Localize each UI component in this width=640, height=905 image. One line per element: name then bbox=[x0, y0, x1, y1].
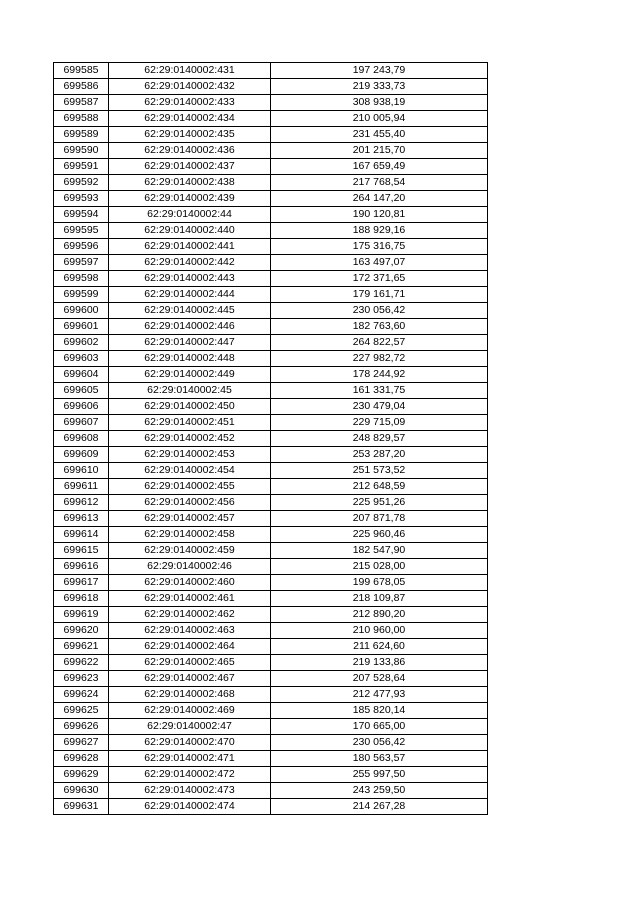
table-row bbox=[54, 335, 488, 351]
cadastral-number-cell: 62:29:0140002:474 bbox=[109, 799, 271, 815]
value-cell: 227 982,72 bbox=[271, 351, 488, 367]
cadastral-number-cell: 62:29:0140002:448 bbox=[109, 351, 271, 367]
cadastral-number-cell: 62:29:0140002:450 bbox=[109, 399, 271, 415]
cadastral-number-cell: 62:29:0140002:456 bbox=[109, 495, 271, 511]
row-number-cell: 699593 bbox=[54, 191, 109, 207]
value-cell: 218 109,87 bbox=[271, 591, 488, 607]
value-cell: 219 133,86 bbox=[271, 655, 488, 671]
cadastral-number-cell: 62:29:0140002:431 bbox=[109, 63, 271, 79]
row-number-cell: 699600 bbox=[54, 303, 109, 319]
row-number-cell: 699615 bbox=[54, 543, 109, 559]
table-row bbox=[54, 207, 488, 223]
cadastral-number-cell: 62:29:0140002:439 bbox=[109, 191, 271, 207]
row-number-cell: 699622 bbox=[54, 655, 109, 671]
row-number-cell: 699630 bbox=[54, 783, 109, 799]
value-cell: 230 479,04 bbox=[271, 399, 488, 415]
value-cell: 185 820,14 bbox=[271, 703, 488, 719]
row-number-cell: 699595 bbox=[54, 223, 109, 239]
cadastral-number-cell: 62:29:0140002:461 bbox=[109, 591, 271, 607]
row-number-cell: 699628 bbox=[54, 751, 109, 767]
row-number-cell: 699620 bbox=[54, 623, 109, 639]
cadastral-number-cell: 62:29:0140002:460 bbox=[109, 575, 271, 591]
table-row bbox=[54, 127, 488, 143]
cadastral-number-cell: 62:29:0140002:433 bbox=[109, 95, 271, 111]
value-cell: 182 547,90 bbox=[271, 543, 488, 559]
row-number-cell: 699606 bbox=[54, 399, 109, 415]
cadastral-number-cell: 62:29:0140002:470 bbox=[109, 735, 271, 751]
table-row bbox=[54, 287, 488, 303]
cadastral-number-cell: 62:29:0140002:434 bbox=[109, 111, 271, 127]
value-cell: 170 665,00 bbox=[271, 719, 488, 735]
table-row bbox=[54, 431, 488, 447]
value-cell: 163 497,07 bbox=[271, 255, 488, 271]
table-row bbox=[54, 415, 488, 431]
cadastral-value-table bbox=[53, 62, 488, 815]
value-cell: 253 287,20 bbox=[271, 447, 488, 463]
row-number-cell: 699590 bbox=[54, 143, 109, 159]
value-cell: 161 331,75 bbox=[271, 383, 488, 399]
cadastral-number-cell: 62:29:0140002:45 bbox=[109, 383, 271, 399]
table-row bbox=[54, 399, 488, 415]
value-cell: 264 822,57 bbox=[271, 335, 488, 351]
value-cell: 207 871,78 bbox=[271, 511, 488, 527]
table-row bbox=[54, 687, 488, 703]
cadastral-number-cell: 62:29:0140002:437 bbox=[109, 159, 271, 175]
table-row bbox=[54, 527, 488, 543]
row-number-cell: 699603 bbox=[54, 351, 109, 367]
cadastral-number-cell: 62:29:0140002:449 bbox=[109, 367, 271, 383]
value-cell: 201 215,70 bbox=[271, 143, 488, 159]
table-row bbox=[54, 351, 488, 367]
value-cell: 180 563,57 bbox=[271, 751, 488, 767]
table-row bbox=[54, 767, 488, 783]
row-number-cell: 699588 bbox=[54, 111, 109, 127]
cadastral-number-cell: 62:29:0140002:435 bbox=[109, 127, 271, 143]
value-cell: 207 528,64 bbox=[271, 671, 488, 687]
table-row bbox=[54, 319, 488, 335]
row-number-cell: 699587 bbox=[54, 95, 109, 111]
table-row bbox=[54, 79, 488, 95]
row-number-cell: 699608 bbox=[54, 431, 109, 447]
cadastral-number-cell: 62:29:0140002:445 bbox=[109, 303, 271, 319]
row-number-cell: 699598 bbox=[54, 271, 109, 287]
cadastral-number-cell: 62:29:0140002:473 bbox=[109, 783, 271, 799]
value-cell: 179 161,71 bbox=[271, 287, 488, 303]
cadastral-number-cell: 62:29:0140002:443 bbox=[109, 271, 271, 287]
row-number-cell: 699613 bbox=[54, 511, 109, 527]
value-cell: 188 929,16 bbox=[271, 223, 488, 239]
row-number-cell: 699610 bbox=[54, 463, 109, 479]
cadastral-number-cell: 62:29:0140002:454 bbox=[109, 463, 271, 479]
table-row bbox=[54, 175, 488, 191]
cadastral-number-cell: 62:29:0140002:432 bbox=[109, 79, 271, 95]
cadastral-number-cell: 62:29:0140002:464 bbox=[109, 639, 271, 655]
cadastral-number-cell: 62:29:0140002:47 bbox=[109, 719, 271, 735]
cadastral-number-cell: 62:29:0140002:457 bbox=[109, 511, 271, 527]
table-row bbox=[54, 671, 488, 687]
table-row bbox=[54, 559, 488, 575]
table-row bbox=[54, 255, 488, 271]
value-cell: 182 763,60 bbox=[271, 319, 488, 335]
value-cell: 211 624,60 bbox=[271, 639, 488, 655]
row-number-cell: 699602 bbox=[54, 335, 109, 351]
table-row bbox=[54, 479, 488, 495]
row-number-cell: 699616 bbox=[54, 559, 109, 575]
value-cell: 225 951,26 bbox=[271, 495, 488, 511]
row-number-cell: 699627 bbox=[54, 735, 109, 751]
table-body bbox=[54, 63, 488, 815]
row-number-cell: 699619 bbox=[54, 607, 109, 623]
value-cell: 190 120,81 bbox=[271, 207, 488, 223]
cadastral-number-cell: 62:29:0140002:441 bbox=[109, 239, 271, 255]
table-row bbox=[54, 463, 488, 479]
value-cell: 172 371,65 bbox=[271, 271, 488, 287]
value-cell: 199 678,05 bbox=[271, 575, 488, 591]
row-number-cell: 699618 bbox=[54, 591, 109, 607]
row-number-cell: 699597 bbox=[54, 255, 109, 271]
cadastral-number-cell: 62:29:0140002:471 bbox=[109, 751, 271, 767]
cadastral-number-cell: 62:29:0140002:472 bbox=[109, 767, 271, 783]
value-cell: 248 829,57 bbox=[271, 431, 488, 447]
table-row bbox=[54, 367, 488, 383]
cadastral-number-cell: 62:29:0140002:465 bbox=[109, 655, 271, 671]
row-number-cell: 699617 bbox=[54, 575, 109, 591]
table-row bbox=[54, 511, 488, 527]
row-number-cell: 699601 bbox=[54, 319, 109, 335]
table-row bbox=[54, 447, 488, 463]
cadastral-number-cell: 62:29:0140002:436 bbox=[109, 143, 271, 159]
row-number-cell: 699609 bbox=[54, 447, 109, 463]
table-row bbox=[54, 63, 488, 79]
cadastral-number-cell: 62:29:0140002:467 bbox=[109, 671, 271, 687]
cadastral-number-cell: 62:29:0140002:462 bbox=[109, 607, 271, 623]
row-number-cell: 699623 bbox=[54, 671, 109, 687]
value-cell: 231 455,40 bbox=[271, 127, 488, 143]
cadastral-number-cell: 62:29:0140002:438 bbox=[109, 175, 271, 191]
table-row bbox=[54, 543, 488, 559]
cadastral-number-cell: 62:29:0140002:440 bbox=[109, 223, 271, 239]
cadastral-number-cell: 62:29:0140002:469 bbox=[109, 703, 271, 719]
value-cell: 175 316,75 bbox=[271, 239, 488, 255]
cadastral-number-cell: 62:29:0140002:459 bbox=[109, 543, 271, 559]
value-cell: 243 259,50 bbox=[271, 783, 488, 799]
value-cell: 210 960,00 bbox=[271, 623, 488, 639]
table-row bbox=[54, 655, 488, 671]
row-number-cell: 699591 bbox=[54, 159, 109, 175]
table-row bbox=[54, 623, 488, 639]
value-cell: 212 477,93 bbox=[271, 687, 488, 703]
row-number-cell: 699624 bbox=[54, 687, 109, 703]
cadastral-number-cell: 62:29:0140002:451 bbox=[109, 415, 271, 431]
row-number-cell: 699604 bbox=[54, 367, 109, 383]
value-cell: 264 147,20 bbox=[271, 191, 488, 207]
table-row bbox=[54, 239, 488, 255]
row-number-cell: 699592 bbox=[54, 175, 109, 191]
row-number-cell: 699625 bbox=[54, 703, 109, 719]
row-number-cell: 699589 bbox=[54, 127, 109, 143]
table-row bbox=[54, 719, 488, 735]
row-number-cell: 699605 bbox=[54, 383, 109, 399]
table-row bbox=[54, 159, 488, 175]
cadastral-number-cell: 62:29:0140002:458 bbox=[109, 527, 271, 543]
value-cell: 229 715,09 bbox=[271, 415, 488, 431]
value-cell: 197 243,79 bbox=[271, 63, 488, 79]
row-number-cell: 699614 bbox=[54, 527, 109, 543]
row-number-cell: 699586 bbox=[54, 79, 109, 95]
row-number-cell: 699631 bbox=[54, 799, 109, 815]
value-cell: 178 244,92 bbox=[271, 367, 488, 383]
value-cell: 212 890,20 bbox=[271, 607, 488, 623]
cadastral-number-cell: 62:29:0140002:447 bbox=[109, 335, 271, 351]
row-number-cell: 699611 bbox=[54, 479, 109, 495]
value-cell: 215 028,00 bbox=[271, 559, 488, 575]
cadastral-number-cell: 62:29:0140002:44 bbox=[109, 207, 271, 223]
row-number-cell: 699599 bbox=[54, 287, 109, 303]
row-number-cell: 699594 bbox=[54, 207, 109, 223]
value-cell: 167 659,49 bbox=[271, 159, 488, 175]
cadastral-number-cell: 62:29:0140002:442 bbox=[109, 255, 271, 271]
cadastral-number-cell: 62:29:0140002:452 bbox=[109, 431, 271, 447]
table-row bbox=[54, 303, 488, 319]
table-row bbox=[54, 95, 488, 111]
value-cell: 210 005,94 bbox=[271, 111, 488, 127]
value-cell: 230 056,42 bbox=[271, 303, 488, 319]
table-row bbox=[54, 223, 488, 239]
cadastral-number-cell: 62:29:0140002:453 bbox=[109, 447, 271, 463]
value-cell: 230 056,42 bbox=[271, 735, 488, 751]
value-cell: 255 997,50 bbox=[271, 767, 488, 783]
table-row bbox=[54, 143, 488, 159]
value-cell: 217 768,54 bbox=[271, 175, 488, 191]
cadastral-number-cell: 62:29:0140002:446 bbox=[109, 319, 271, 335]
table-row bbox=[54, 575, 488, 591]
cadastral-number-cell: 62:29:0140002:455 bbox=[109, 479, 271, 495]
value-cell: 225 960,46 bbox=[271, 527, 488, 543]
cadastral-number-cell: 62:29:0140002:46 bbox=[109, 559, 271, 575]
value-cell: 219 333,73 bbox=[271, 79, 488, 95]
table-row bbox=[54, 799, 488, 815]
table-row bbox=[54, 111, 488, 127]
value-cell: 212 648,59 bbox=[271, 479, 488, 495]
cadastral-number-cell: 62:29:0140002:444 bbox=[109, 287, 271, 303]
value-cell: 308 938,19 bbox=[271, 95, 488, 111]
cadastral-number-cell: 62:29:0140002:463 bbox=[109, 623, 271, 639]
table-row bbox=[54, 591, 488, 607]
row-number-cell: 699607 bbox=[54, 415, 109, 431]
table-row bbox=[54, 783, 488, 799]
row-number-cell: 699621 bbox=[54, 639, 109, 655]
row-number-cell: 699596 bbox=[54, 239, 109, 255]
table-row bbox=[54, 607, 488, 623]
cadastral-number-cell: 62:29:0140002:468 bbox=[109, 687, 271, 703]
row-number-cell: 699585 bbox=[54, 63, 109, 79]
table-row bbox=[54, 751, 488, 767]
row-number-cell: 699612 bbox=[54, 495, 109, 511]
table-row bbox=[54, 495, 488, 511]
table-row bbox=[54, 703, 488, 719]
table-row bbox=[54, 383, 488, 399]
value-cell: 214 267,28 bbox=[271, 799, 488, 815]
table-row bbox=[54, 735, 488, 751]
row-number-cell: 699626 bbox=[54, 719, 109, 735]
table-row bbox=[54, 191, 488, 207]
table-row bbox=[54, 271, 488, 287]
row-number-cell: 699629 bbox=[54, 767, 109, 783]
table-row bbox=[54, 639, 488, 655]
value-cell: 251 573,52 bbox=[271, 463, 488, 479]
